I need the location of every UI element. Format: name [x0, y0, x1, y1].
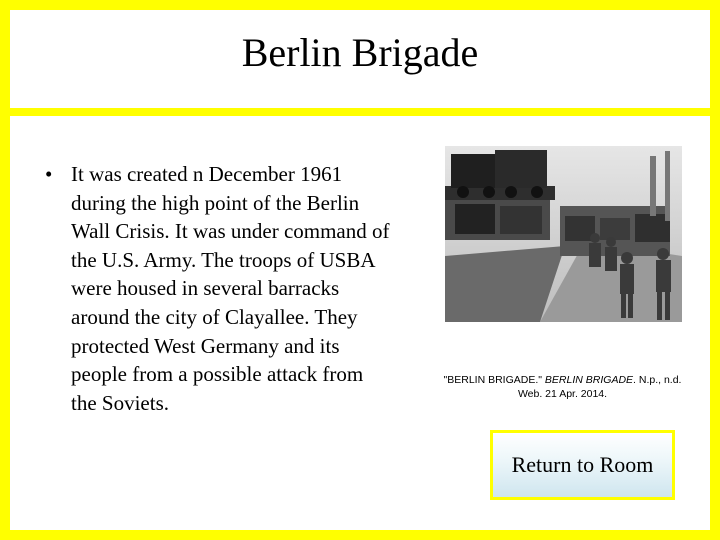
bullet-text: It was created n December 1961 during the high point of the Berlin Wall Crisis. It was under command of the U.S. Army. The troops of USBA were housed in several barracks around the city of Clayallee. They protected West Germany and its people from a possible attack from the Soviets.	[71, 162, 390, 415]
bullet-item	[45, 160, 390, 417]
title-bar	[10, 10, 710, 116]
citation-prefix: "BERLIN BRIGADE."	[443, 374, 545, 386]
photo-illustration	[445, 146, 682, 322]
berlin-brigade-photo	[445, 146, 682, 322]
page-title: Berlin Brigade	[241, 29, 479, 75]
citation-title: BERLIN BRIGADE	[544, 374, 634, 386]
bullet-icon: •	[45, 162, 53, 186]
citation-suffix: . N.p., n.d. Web. 21 Apr. 2014.	[517, 374, 682, 400]
body-text	[45, 160, 390, 417]
photo-citation	[440, 373, 685, 401]
return-to-room-button[interactable]: Return to Room	[490, 430, 675, 500]
